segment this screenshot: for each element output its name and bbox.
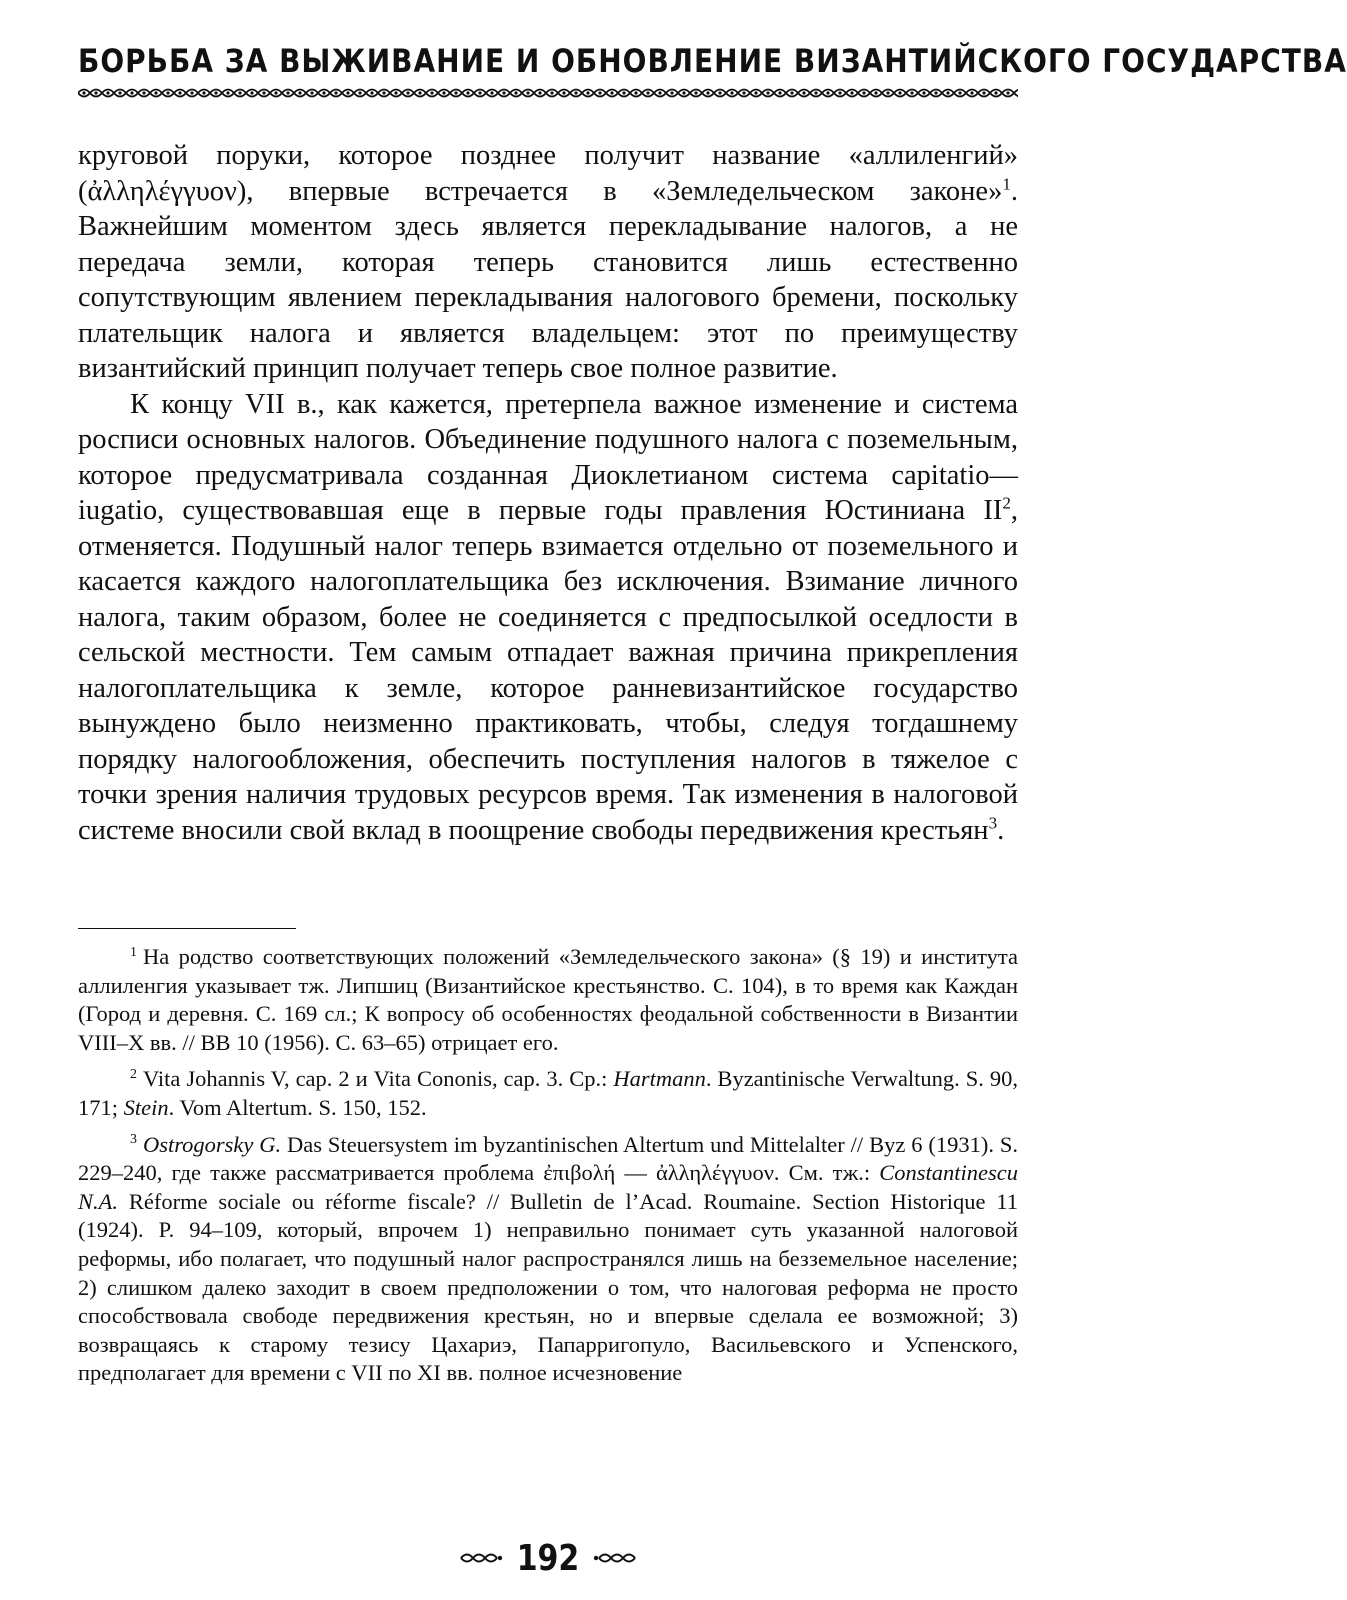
page-number: 192: [516, 1537, 580, 1579]
footnote-ref-2[interactable]: 2: [1002, 493, 1011, 513]
footnote-separator: [78, 928, 296, 929]
author-constantinescu: Constantinescu N.A.: [78, 1160, 1018, 1214]
main-text: [78, 138, 1018, 848]
paragraph-1: круговой поруки, которое позднее получит название «аллиленгий» (ἀλληλέγγυον), впервые встречается в «Земледельческом законе»$^1$. Важнейшим моментом здесь является перекладывание налогов, а не передача земли, которая теперь становится лишь естественно сопутствующим явлением перекладывания налогового бремени, поскольку плательщик налога и является владельцем: этот по преимуществу византийский принцип получает теперь свое полное развитие.: [78, 140, 1018, 384]
braid-ornament-right-icon: [593, 1551, 637, 1565]
braid-ornament-band-icon: [78, 86, 1018, 100]
running-head: БОРЬБА ЗА ВЫЖИВАНИЕ И ОБНОВЛЕНИЕ ВИЗАНТИЙСКОГО ГОСУДАРСТВА: [78, 42, 1347, 80]
footnote-1: $^1$ На родство соответствующих положений «Земледельческого закона» (§ 19) и института аллиленгия указывает тж. Липшиц (Византийское крестьянство. С. 104), в то время как Каждан (Город и деревня. С. 169 сл.; К вопросу об особенностях феодальной собственности в Византии VIII–X вв. // ВВ 10 (1956). С. 63–65) отрицает его.: [78, 944, 1018, 1055]
braid-ornament-left-icon: [459, 1551, 503, 1565]
footnote-3: $^3$ Ostrogorsky G. Das Steuersystem im byzantinischen Altertum und Mittelalter // Byz 6 (1931). S. 229–240, где также рассматривается проблема ἐπιβολή — ἀλληλέγγυον. См. тж.: Constantinescu N.A. Réforme sociale ou réforme fiscale? // Bulletin de l’Acad. Roumaine. Section Historique 11 (1924). P. 94–109, который, впрочем 1) неправильно понимает суть указанной налоговой реформы, ибо полагает, что подушный налог распространялся лишь на безземельное население; 2) слишком далеко заходит в своем предположении о том, что налоговая реформа не просто способствовала свободе передвижения крестьян, но и впервые сделала ее возможной; 3) возвращаясь к старому тезису Цахариэ, Папарригопуло, Васильевского и Успенского, предполагает для времени с VII по XI вв. полное исчезновение: [78, 1131, 1018, 1386]
author-ostrogorsky: Ostrogorsky G.: [142, 1131, 282, 1157]
book-page: [78, 0, 1347, 1600]
paragraph-2: К концу VII в., как кажется, претерпела важное изменение и система росписи основных налогов. Объединение подушного налога с поземельным, которое предусматривала созданная Диоклетианом система capitatio—iugatio, существовавшая еще в первые годы правления Юстиниана $II^2$, отменяется. Подушный налог теперь взимается отдельно от поземельного и касается каждого налогоплательщика без исключения. Взимание личного налога, таким образом, более не соединяется с предпосылкой оседлости в сельской местности. Тем самым отпадает важная причина прикрепления налогоплательщика к земле, которое ранневизантийское государство вынуждено было неизменно практиковать, чтобы, следуя тогдашнему порядку налогообложения, обеспечить поступления налогов в тяжелое с точки зрения наличия трудовых ресурсов время. Так изменения в налоговой системе вносили свой вклад в поощрение свободы передвижения крестьян$^3$.: [78, 388, 1018, 846]
footnotes: [78, 943, 1018, 1396]
folio: [78, 1538, 1018, 1578]
footnote-2: $^2$ Vita Johannis V, cap. 2 и Vita Cononis, cap. 3. Cp.: Hartmann. Byzantinische Verwaltung. S. 90, 171; Stein. Vom Altertum. S. 150, 152.: [78, 1066, 1018, 1120]
footnote-ref-1[interactable]: 1: [1002, 174, 1011, 193]
author-stein: Stein: [123, 1094, 169, 1120]
author-hartmann: Hartmann: [613, 1066, 706, 1092]
footnote-ref-3[interactable]: 3: [988, 813, 998, 832]
